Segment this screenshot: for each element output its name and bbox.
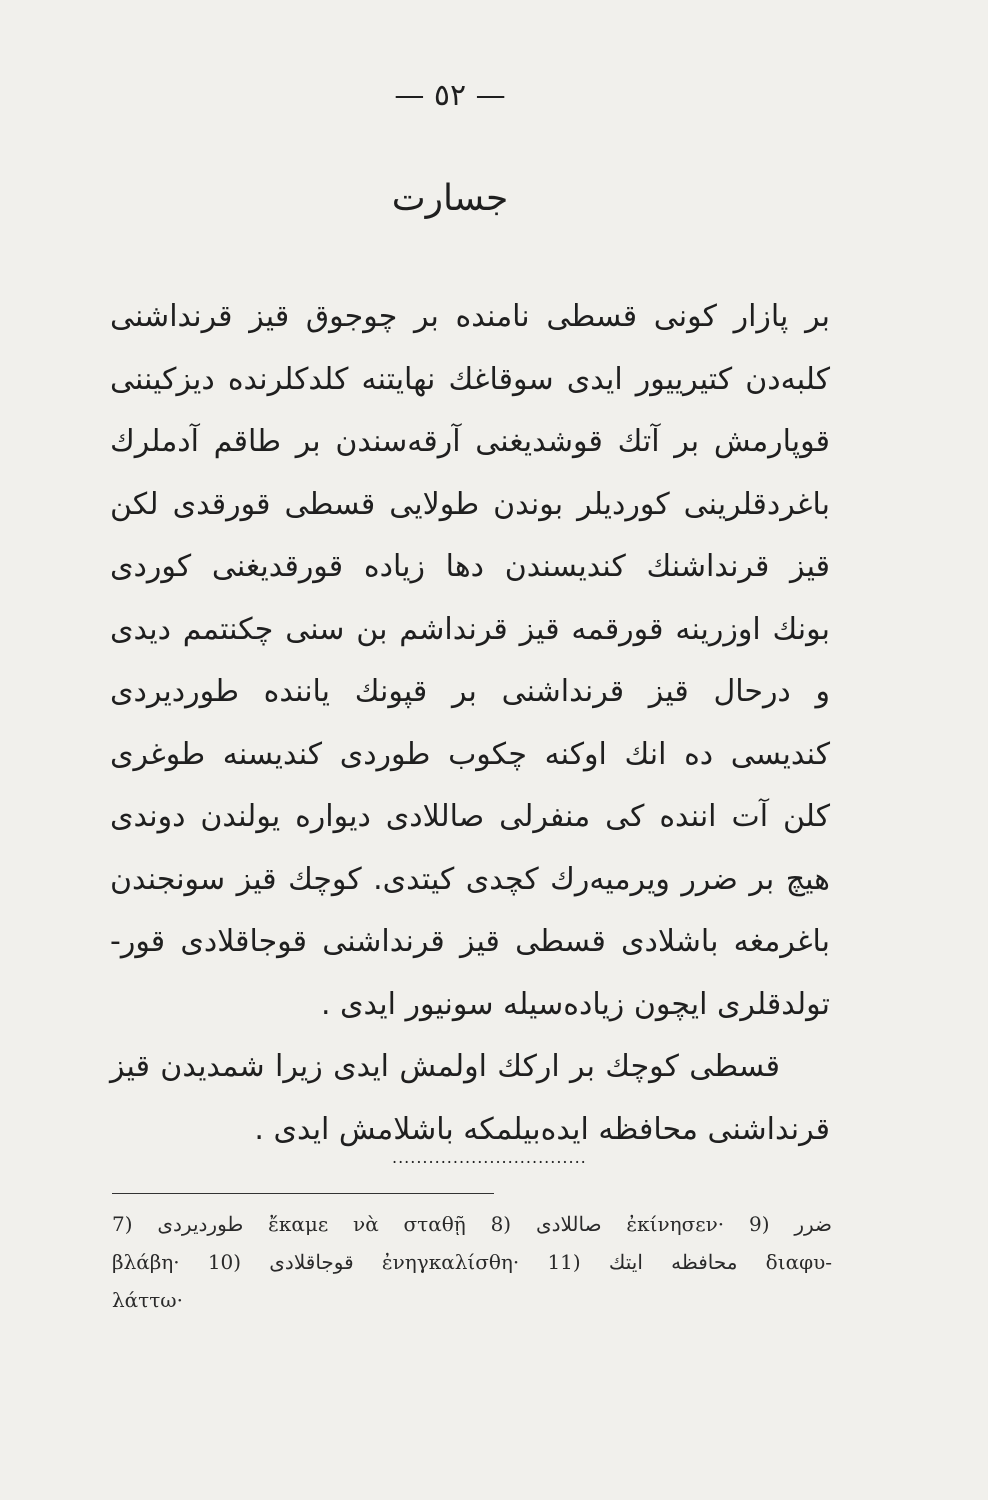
footnote-line: λάττω·	[112, 1288, 183, 1312]
footnote-rule	[112, 1193, 494, 1194]
text-line: بر پازار کونی قسطی نامنده بر چوجوق قیز قرنداشنی	[110, 299, 830, 334]
text-line: قوپارمش بر آتك قوشدیغنی آرقه‌سندن بر طاقم آدملرك	[110, 424, 830, 459]
text-line: قیز قرنداشنك کندیسندن دها زیاده قورقدیغنی کوردی	[110, 549, 830, 584]
text-line: و درحال قیز قرنداشنی بر قپونك یاننده طوردیردی	[110, 674, 830, 709]
footnote-line: βλάβη· 10) قوجاقلادی ἐνηγκαλίσθη· 11) محافظه ایتك διαφυ-	[112, 1250, 832, 1274]
text-line: هیچ بر ضرر ویرمیه‌رك کچدی کیتدی. کوچك قیز سونجندن	[110, 861, 830, 897]
footnote-line: 7) طوردیردی ἔκαμε νὰ σταθῇ 8) صاللادی ἐκίνησεν· 9) ضرر	[112, 1212, 833, 1236]
text-line: کلن آت اننده کی منفرلی صاللادی دیواره یولندن دوندی	[110, 799, 830, 834]
text-line: کندیسی ده انك اوکنه چکوب طوردی کندیسنه طوغری	[110, 736, 830, 772]
page-title: جسارت	[391, 178, 509, 219]
text-line: کلبه‌دن کتیرییور ایدی سوقاغك نهایتنه کلدکلرنده دیزکیننی	[110, 361, 830, 397]
section-separator: ................................	[392, 1148, 587, 1167]
text-line: تولدقلری ایچون زیاده‌سیله سونیور ایدی .	[320, 986, 830, 1022]
text-line: باغرمغه باشلادی قسطی قیز قرنداشنی قوجاقلادی قور-	[110, 924, 830, 959]
text-line: قسطی کوچك بر ارکك اولمش ایدی زیرا شمدیدن قیز	[110, 1049, 780, 1084]
page-number: — ٥٢ —	[394, 78, 506, 113]
body-text	[110, 286, 830, 1161]
text-line: باغردقلرینی کوردیلر بوندن طولایی قسطی قورقدی لکن	[110, 486, 830, 522]
text-line: بونك اوزرینه قورقمه قیز قرنداشم بن سنی چکنتمم دیدی	[110, 611, 830, 647]
footnotes	[112, 1205, 832, 1319]
text-line: قرنداشنی محافظه ایده‌بیلمکه باشلامش ایدی .	[254, 1111, 830, 1147]
